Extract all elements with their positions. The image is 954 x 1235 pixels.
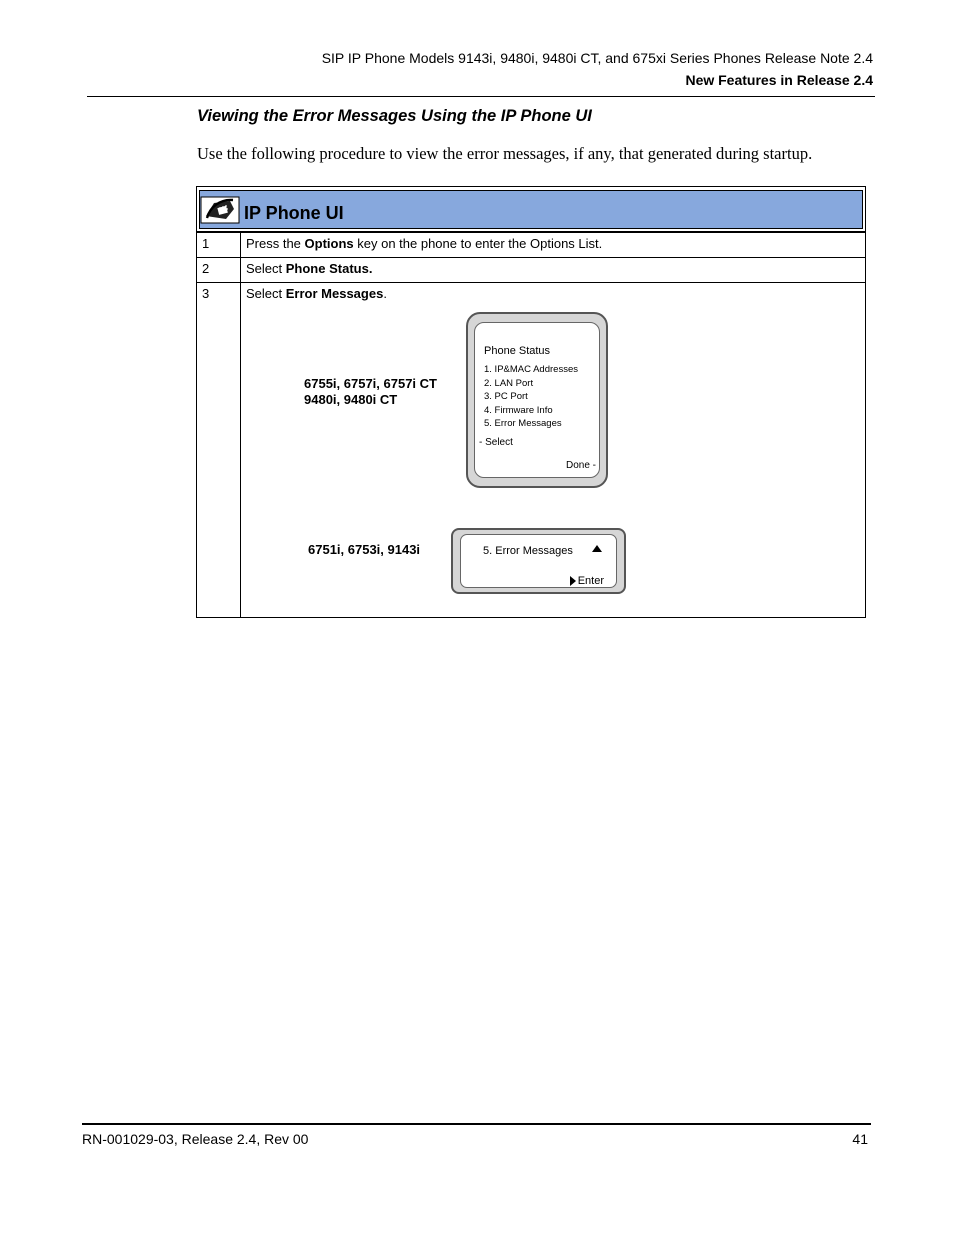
footer-rule [82, 1123, 871, 1125]
section-title: Viewing the Error Messages Using the IP Phone UI [197, 107, 592, 125]
step-text: Select Error Messages. [241, 283, 866, 618]
step-number: 3 [197, 283, 241, 618]
table-row [197, 258, 866, 283]
phone-screen [460, 534, 617, 588]
header-rule [87, 96, 875, 97]
phone-handset-icon [200, 195, 240, 225]
step-text: Select Phone Status. [241, 258, 866, 283]
screen-menu-item: 5. Error Messages [483, 545, 573, 557]
model-label-small-display: 6751i, 6753i, 9143i [308, 542, 421, 557]
softkey-done: Done - [565, 460, 596, 471]
phone-display-large [466, 312, 608, 488]
up-arrow-icon [592, 545, 602, 552]
step-number: 2 [197, 258, 241, 283]
step-text: Press the Options key on the phone to enter the Options List. [241, 233, 866, 258]
screen-title: Phone Status [484, 345, 551, 357]
list-item: 4. Firmware Info [484, 404, 553, 416]
phone-screen [474, 322, 600, 478]
screen-menu-list [484, 363, 578, 431]
softkey-enter: Enter [570, 575, 604, 587]
procedure-title: IP Phone UI [244, 203, 344, 223]
header-doc-title: SIP IP Phone Models 9143i, 9480i, 9480i CT, and 675xi Series Phones Release Note 2.4 [321, 50, 873, 66]
phone-display-small [451, 528, 626, 594]
intro-paragraph: Use the following procedure to view the error messages, if any, that generated during startup. [197, 144, 813, 163]
list-item: 3. PC Port [484, 391, 528, 403]
list-item: 2. LAN Port [484, 377, 534, 389]
table-row [197, 233, 866, 258]
step-number: 1 [197, 233, 241, 258]
list-item: 1. IP&MAC Addresses [484, 364, 578, 375]
right-arrow-icon [570, 576, 576, 586]
page-number: 41 [852, 1131, 868, 1147]
header-section: New Features in Release 2.4 [685, 72, 873, 88]
softkey-select: - Select [479, 437, 513, 448]
model-label-large-display: 6755i, 6757i, 6757i CT 9480i, 9480i CT [304, 376, 437, 407]
footer-doc-id: RN-001029-03, Release 2.4, Rev 00 [82, 1131, 309, 1147]
procedure-header [199, 190, 863, 229]
list-item: 5. Error Messages [484, 418, 562, 430]
